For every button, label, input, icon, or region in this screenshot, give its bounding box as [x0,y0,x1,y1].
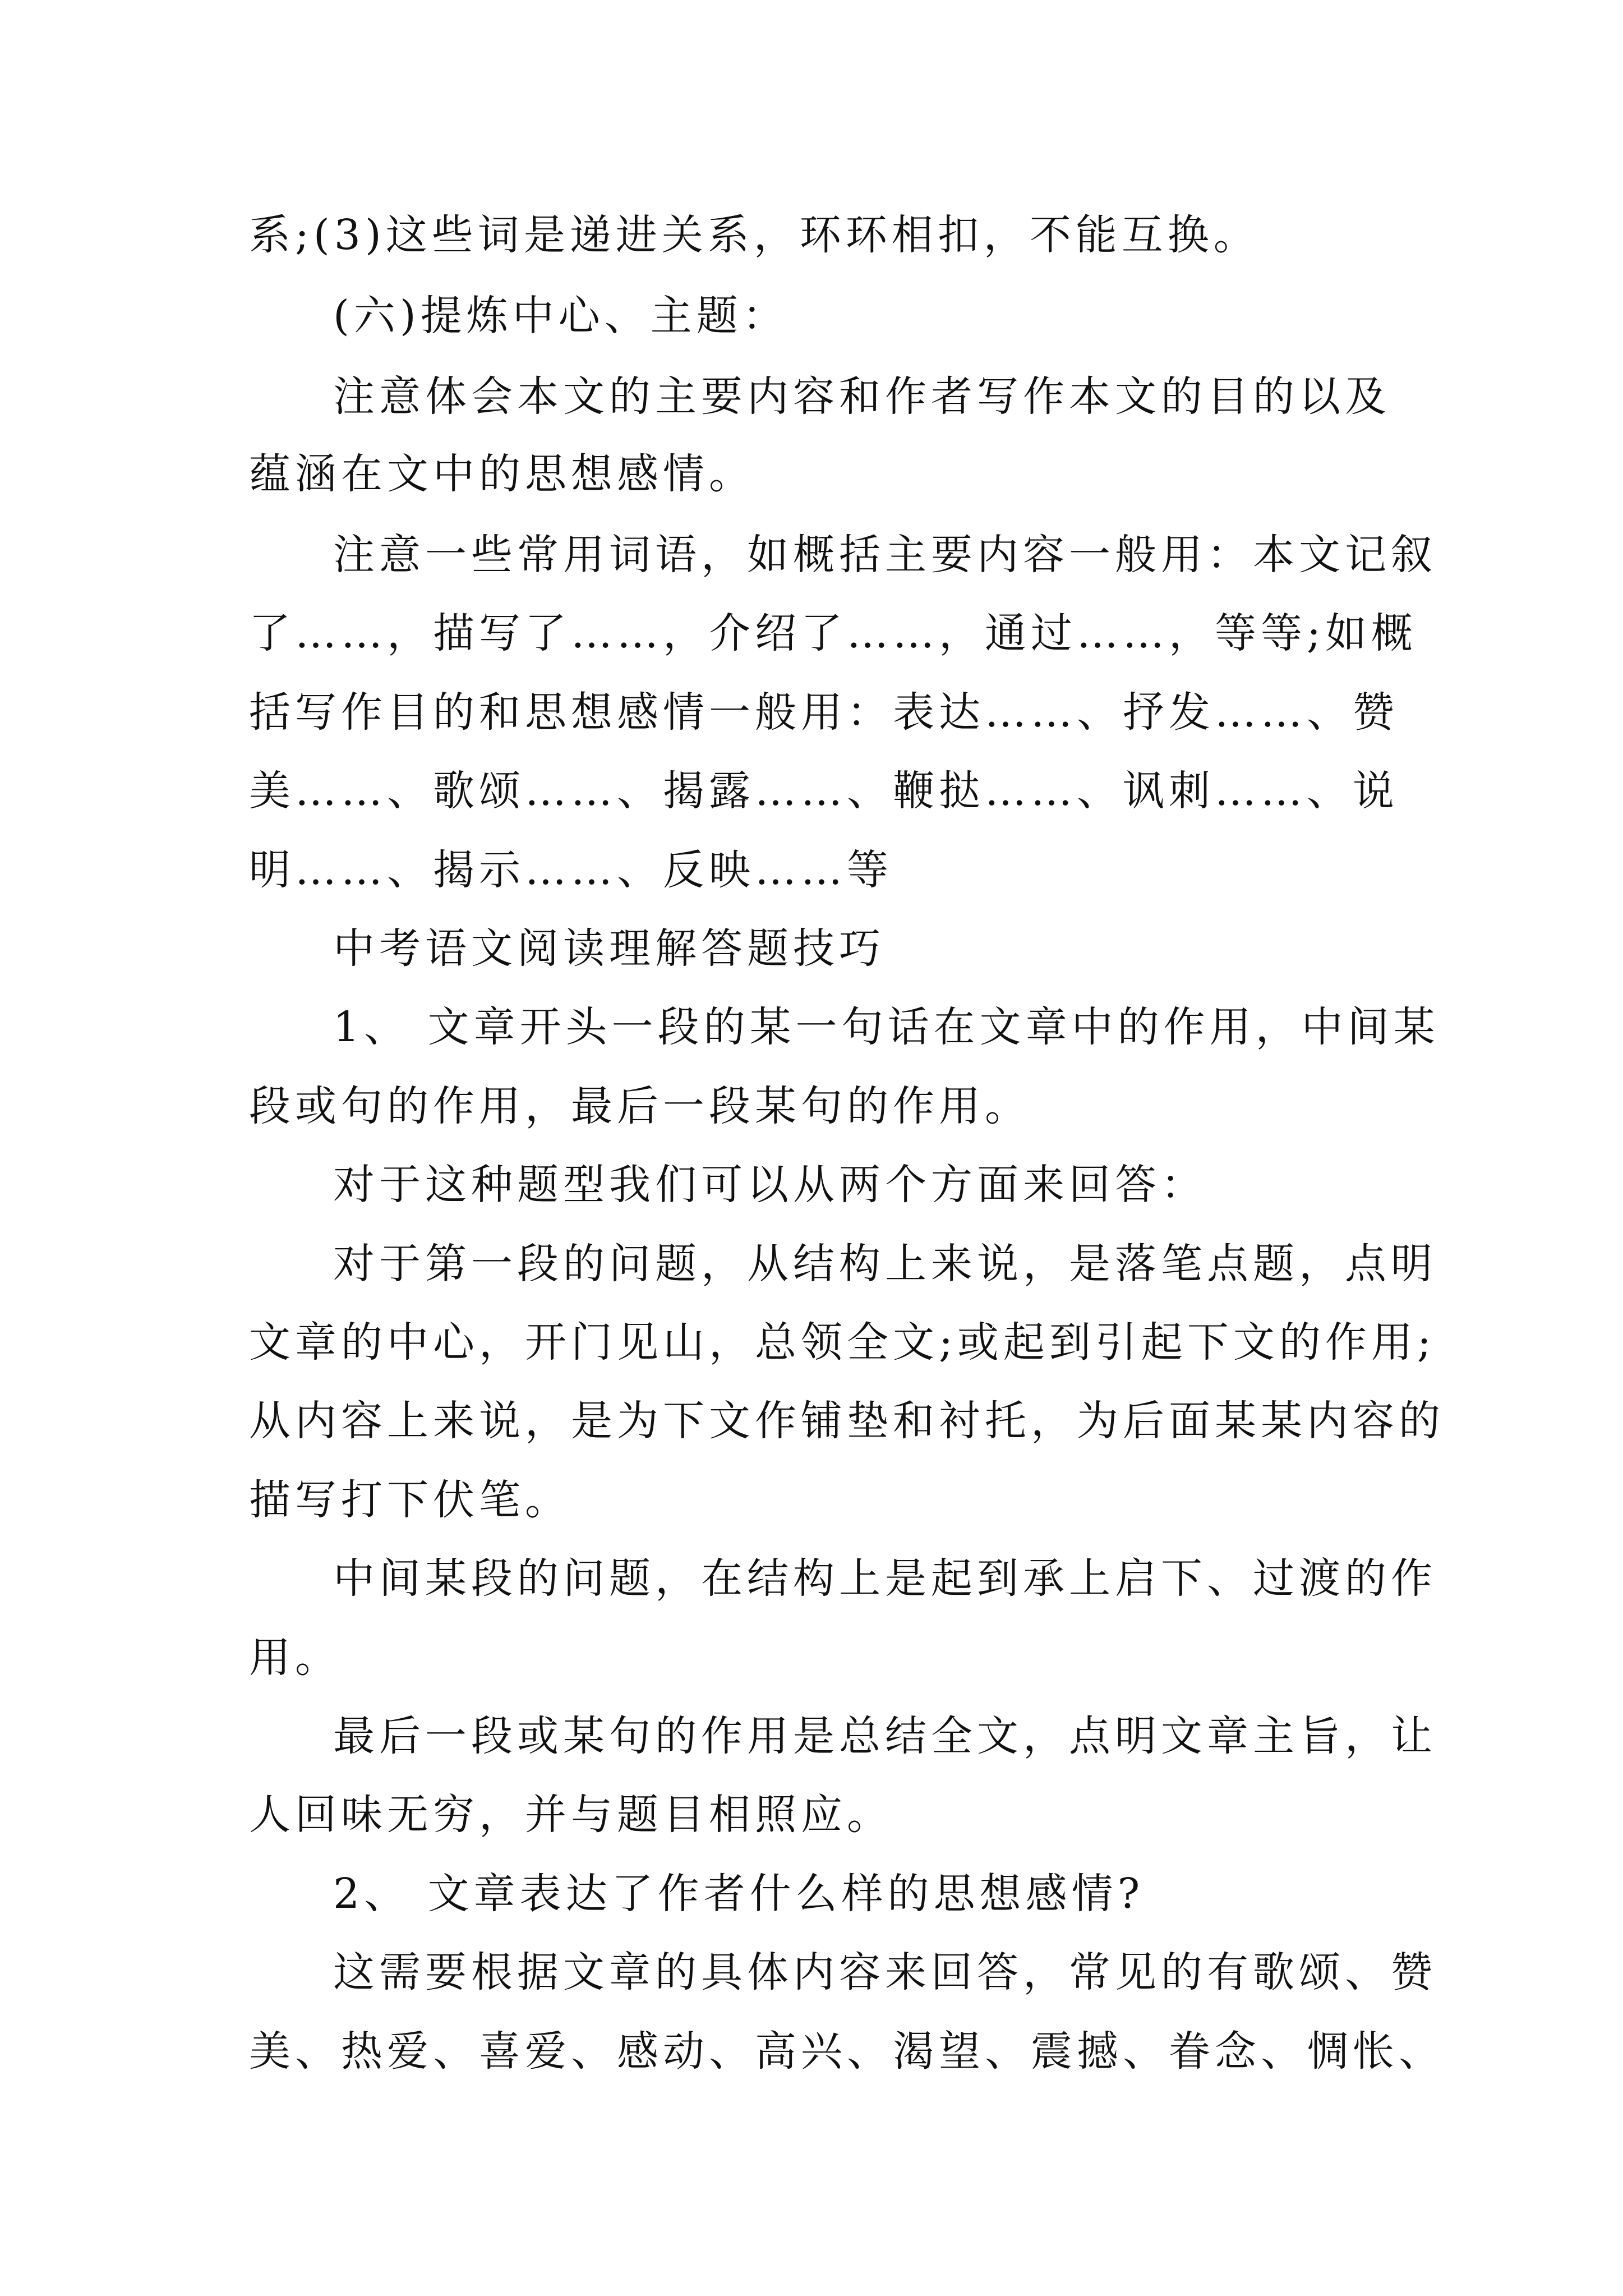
text-line: 段或句的作用，最后一段某句的作用。 [249,1082,1031,1130]
text-line: 文章的中心，开门见山，总领全文;或起到引起下文的作用; [249,1318,1436,1366]
text-line: 注意体会本文的主要内容和作者写作本文的目的以及 [333,372,1391,421]
text-line: 从内容上来说，是为下文作铺垫和衬托，为后面某某内容的 [249,1397,1445,1445]
text-line: 用。 [249,1634,341,1682]
text-line: 括写作目的和思想感情一般用：表达……、抒发……、赞 [249,688,1399,737]
section-heading: 中考语文阅读理解答题技巧 [333,924,885,973]
text-line: 1、 文章开头一段的某一句话在文章中的作用，中间某 [333,1003,1440,1051]
text-line: 美……、歌颂……、揭露……、鞭挞……、讽刺……、说 [249,767,1399,815]
text-line: 人回味无穷，并与题目相照应。 [249,1791,893,1839]
text-line: 了……，描写了……，介绍了……，通过……，等等;如概 [249,609,1417,657]
text-line: 2、 文章表达了作者什么样的思想感情? [333,1870,1145,1918]
text-line: 蕴涵在文中的思想感情。 [249,450,755,498]
text-line: 明……、揭示……、反映……等 [249,846,893,894]
section-heading: (六)提炼中心、主题： [333,292,789,340]
text-line: 对于这种题型我们可以从两个方面来回答： [333,1161,1207,1209]
text-line: 对于第一段的问题，从结构上来说，是落笔点题，点明 [333,1240,1437,1288]
text-line: 系;(3)这些词是递进关系，环环相扣，不能互换。 [249,211,1260,259]
text-line: 中间某段的问题，在结构上是起到承上启下、过渡的作 [333,1554,1437,1603]
text-line: 这需要根据文章的具体内容来回答，常见的有歌颂、赞 [333,1948,1437,1996]
text-line: 最后一段或某句的作用是总结全文，点明文章主旨，让 [333,1712,1437,1760]
text-line: 美、热爱、喜爱、感动、高兴、渴望、震撼、眷念、惆怅、 [249,2027,1445,2076]
text-line: 描写打下伏笔。 [249,1476,571,1524]
text-line: 注意一些常用词语，如概括主要内容一般用：本文记叙 [333,531,1437,579]
